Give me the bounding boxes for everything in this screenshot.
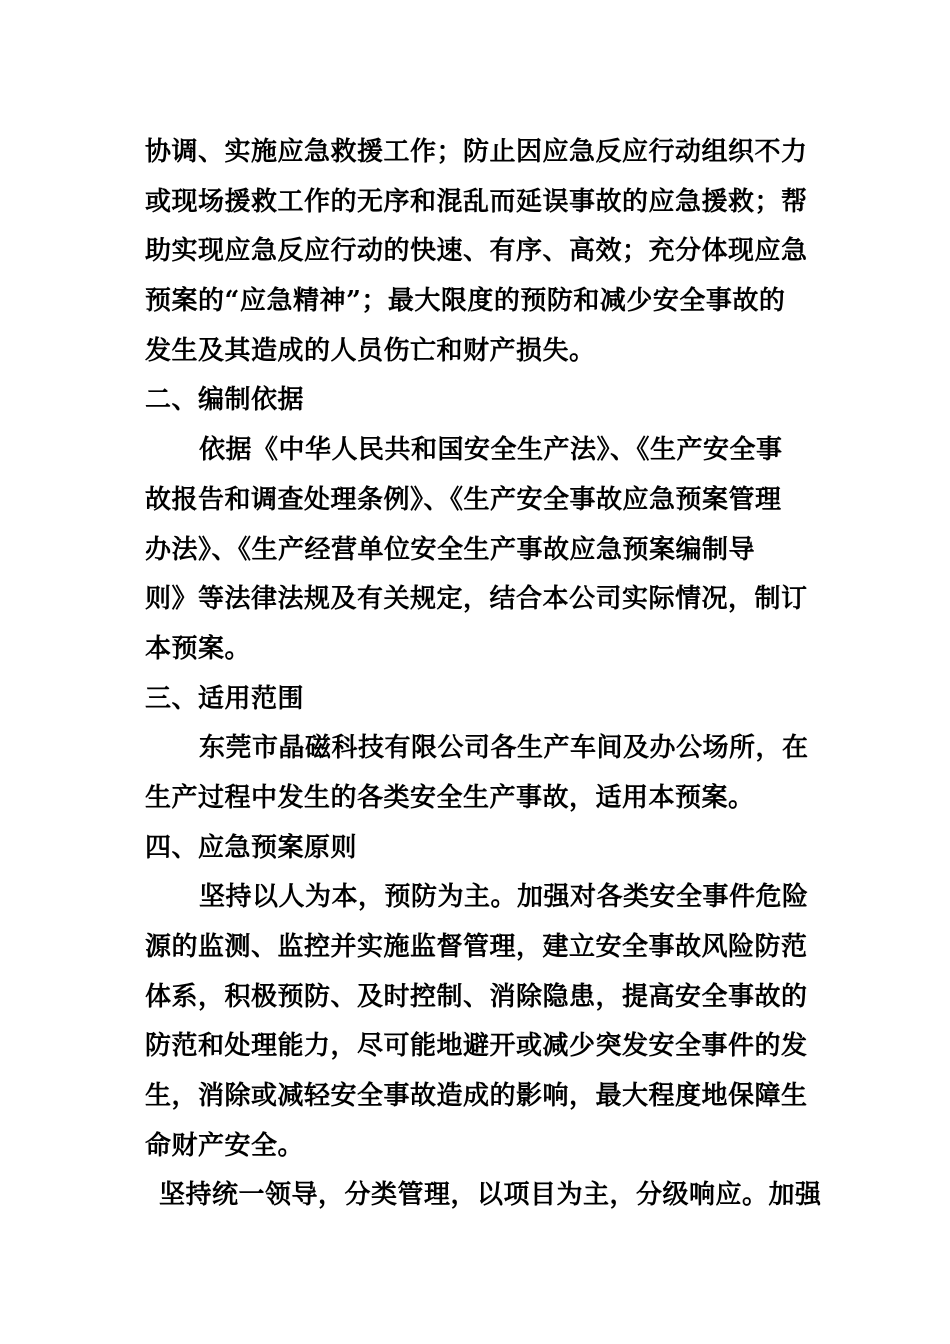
paragraph-line: 则》等法律法规及有关规定，结合本公司实际情况，制订 [145, 584, 808, 615]
paragraph-line: 源的监测、监控并实施监督管理，建立安全事故风险防范 [145, 932, 808, 962]
paragraph-line: 防范和处理能力，尽可能地避开或减少突发安全事件的发 [145, 1031, 808, 1062]
paragraph-line: 故报告和调查处理条例》、《生产安全事故应急预案管理 [145, 484, 782, 515]
paragraph-line: 体系，积极预防、及时控制、消除隐患，提高安全事故的 [145, 981, 808, 1012]
paragraph-line: 助实现应急反应行动的快速、有序、高效；充分体现应急 [145, 236, 808, 267]
section-heading: 二、编制依据 [145, 385, 305, 416]
paragraph-line: 依据《中华人民共和国安全生产法》、《生产安全事 [199, 435, 783, 466]
paragraph-line: 预案的“应急精神”；最大限度的预防和减少安全事故的 [145, 286, 786, 317]
paragraph-line: 坚持统一领导，分类管理，以项目为主，分级响应。加强 [159, 1180, 822, 1211]
paragraph-line: 发生及其造成的人员伤亡和财产损失。 [145, 335, 596, 366]
paragraph-line: 命财产安全。 [145, 1130, 305, 1161]
paragraph-line: 本预案。 [145, 633, 252, 664]
paragraph-line: 东莞市晶磁科技有限公司各生产车间及办公场所，在 [199, 733, 809, 764]
paragraph-line: 或现场援救工作的无序和混乱而延误事故的应急援救；帮 [145, 186, 808, 217]
section-heading: 四、应急预案原则 [145, 832, 358, 863]
section-heading: 三、适用范围 [145, 683, 305, 714]
document-body [145, 128, 822, 1221]
paragraph-line: 坚持以人为本，预防为主。加强对各类安全事件危险 [199, 882, 809, 913]
paragraph-line: 办法》、《生产经营单位安全生产事故应急预案编制导 [145, 534, 756, 565]
paragraph-line: 生，消除或减轻安全事故造成的影响，最大程度地保障生 [145, 1081, 808, 1112]
paragraph-line: 生产过程中发生的各类安全生产事故，适用本预案。 [145, 782, 755, 813]
paragraph-line: 协调、实施应急救援工作；防止因应急反应行动组织不力 [145, 137, 808, 167]
